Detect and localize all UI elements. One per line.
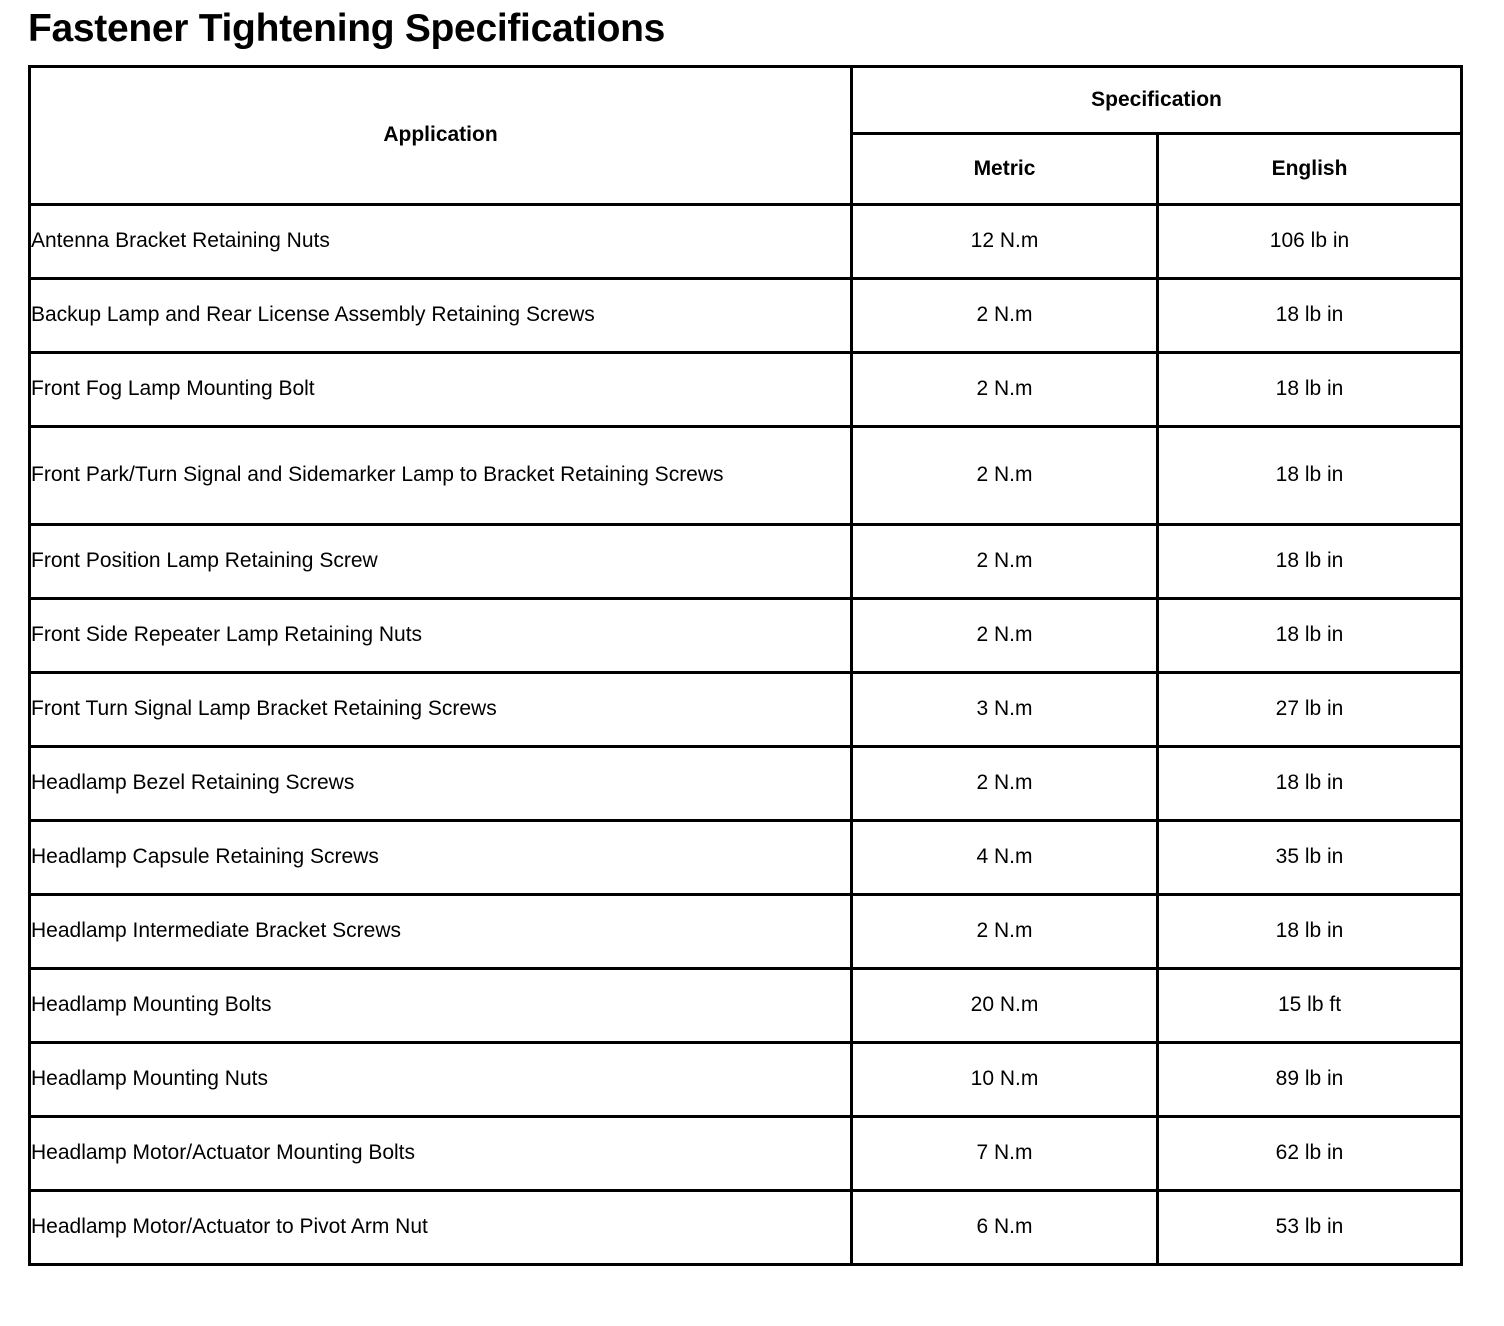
cell-application: Front Turn Signal Lamp Bracket Retaining Screws: [30, 672, 852, 746]
table-header: [30, 66, 1462, 204]
table-row: [30, 278, 1462, 352]
cell-metric: 2 N.m: [852, 894, 1158, 968]
table-row: [30, 968, 1462, 1042]
cell-english: 35 lb in: [1158, 820, 1462, 894]
table-row: [30, 426, 1462, 524]
cell-application: Headlamp Bezel Retaining Screws: [30, 746, 852, 820]
cell-application: Headlamp Motor/Actuator Mounting Bolts: [30, 1116, 852, 1190]
cell-application: Headlamp Intermediate Bracket Screws: [30, 894, 852, 968]
column-header-metric: Metric: [852, 133, 1158, 204]
cell-metric: 2 N.m: [852, 278, 1158, 352]
table-row: [30, 1190, 1462, 1264]
cell-english: 62 lb in: [1158, 1116, 1462, 1190]
cell-metric: 2 N.m: [852, 426, 1158, 524]
cell-metric: 2 N.m: [852, 598, 1158, 672]
cell-metric: 10 N.m: [852, 1042, 1158, 1116]
cell-application: Front Side Repeater Lamp Retaining Nuts: [30, 598, 852, 672]
table-row: [30, 672, 1462, 746]
column-header-specification: Specification: [852, 66, 1462, 133]
cell-english: 15 lb ft: [1158, 968, 1462, 1042]
cell-metric: 3 N.m: [852, 672, 1158, 746]
cell-english: 106 lb in: [1158, 204, 1462, 278]
cell-metric: 2 N.m: [852, 524, 1158, 598]
cell-english: 18 lb in: [1158, 426, 1462, 524]
cell-english: 18 lb in: [1158, 598, 1462, 672]
cell-application: Backup Lamp and Rear License Assembly Retaining Screws: [30, 278, 852, 352]
table-row: [30, 1042, 1462, 1116]
cell-english: 18 lb in: [1158, 894, 1462, 968]
cell-english: 89 lb in: [1158, 1042, 1462, 1116]
cell-english: 53 lb in: [1158, 1190, 1462, 1264]
table-row: [30, 894, 1462, 968]
table-body: [30, 204, 1462, 1264]
cell-english: 27 lb in: [1158, 672, 1462, 746]
page-title: Fastener Tightening Specifications: [28, 7, 666, 50]
table-row: [30, 1116, 1462, 1190]
cell-metric: 12 N.m: [852, 204, 1158, 278]
table-row: [30, 598, 1462, 672]
cell-metric: 2 N.m: [852, 352, 1158, 426]
table-row: [30, 820, 1462, 894]
cell-application: Front Park/Turn Signal and Sidemarker Lamp to Bracket Retaining Screws: [30, 426, 852, 524]
cell-application: Headlamp Motor/Actuator to Pivot Arm Nut: [30, 1190, 852, 1264]
cell-application: Headlamp Mounting Nuts: [30, 1042, 852, 1116]
cell-metric: 4 N.m: [852, 820, 1158, 894]
cell-metric: 7 N.m: [852, 1116, 1158, 1190]
cell-metric: 20 N.m: [852, 968, 1158, 1042]
cell-application: Antenna Bracket Retaining Nuts: [30, 204, 852, 278]
cell-application: Headlamp Capsule Retaining Screws: [30, 820, 852, 894]
cell-application: Front Fog Lamp Mounting Bolt: [30, 352, 852, 426]
cell-english: 18 lb in: [1158, 278, 1462, 352]
column-header-application: Application: [30, 66, 852, 204]
cell-english: 18 lb in: [1158, 352, 1462, 426]
table-row: [30, 524, 1462, 598]
table-header-row-1: [30, 66, 1462, 133]
cell-application: Headlamp Mounting Bolts: [30, 968, 852, 1042]
cell-english: 18 lb in: [1158, 746, 1462, 820]
cell-application: Front Position Lamp Retaining Screw: [30, 524, 852, 598]
cell-metric: 2 N.m: [852, 746, 1158, 820]
fastener-specifications-table: [28, 65, 1463, 1266]
table-row: [30, 746, 1462, 820]
column-header-english: English: [1158, 133, 1462, 204]
table-row: [30, 204, 1462, 278]
cell-english: 18 lb in: [1158, 524, 1462, 598]
table-row: [30, 352, 1462, 426]
cell-metric: 6 N.m: [852, 1190, 1158, 1264]
